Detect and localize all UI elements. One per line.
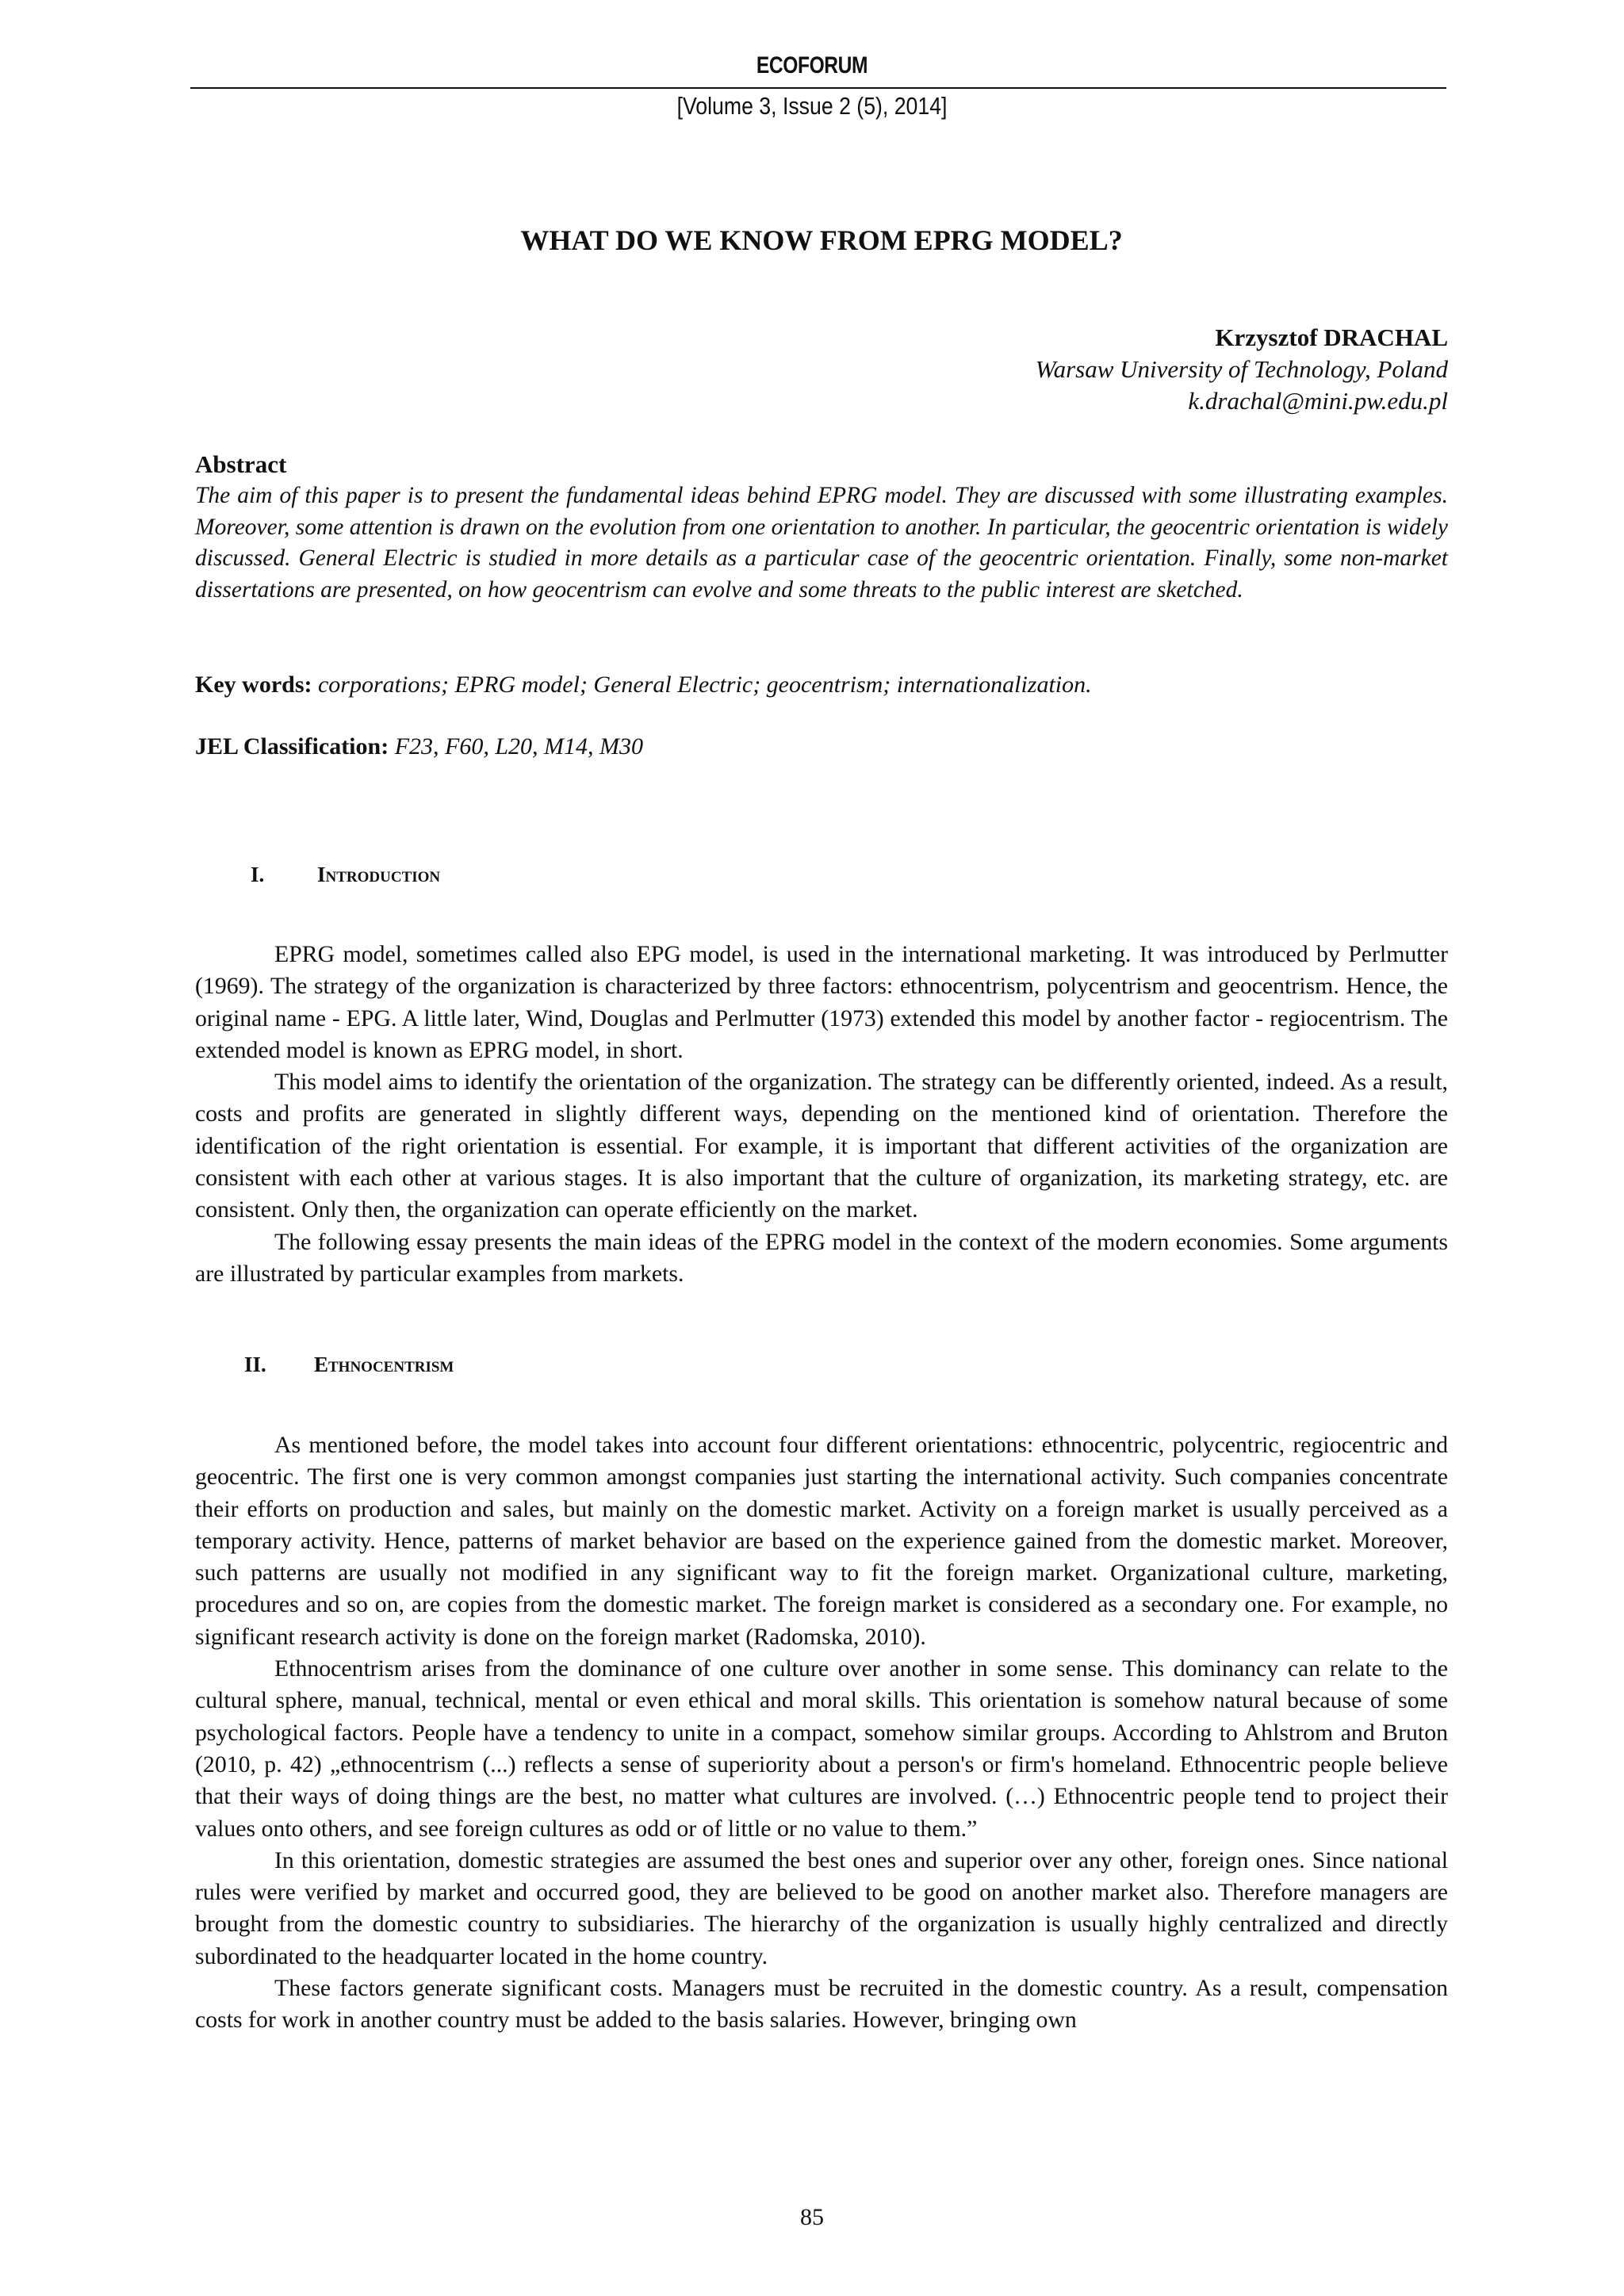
author-block — [1036, 322, 1448, 417]
section-body-ethnocentrism — [195, 1429, 1448, 2037]
page-number: 85 — [800, 2204, 824, 2230]
author-affiliation: Warsaw University of Technology, Poland — [1035, 355, 1448, 383]
abstract — [195, 449, 1448, 606]
paragraph: As mentioned before, the model takes into account four different orientations: ethnocentric, polycentric, regiocentric and geocentric. The first one is very common amongst companies just starting the international activity. Such companies concentrate their efforts on production and sales, but mainly on the domestic market. Activity on a foreign market is usually perceived as a temporary activity. Hence, patterns of market behavior are based on the experience gained from the domestic market. Moreover, such patterns are usually not modified in any significant way to fit the foreign market. Organizational culture, marketing, procedures and so on, are copies from the domestic market. The foreign market is considered as a secondary one. For example, no significant research activity is done on the foreign market (Radomska, 2010). — [195, 1432, 1448, 1650]
paragraph: The following essay presents the main ideas of the EPRG model in the context of the modern economies. Some arguments are illustrated by particular examples from markets. — [195, 1228, 1448, 1287]
section-heading-introduction — [251, 860, 440, 889]
paragraph: Ethnocentrism arises from the dominance of one culture over another in some sense. This dominancy can relate to the cultural sphere, manual, technical, mental or even ethical and moral skills. This orientation is somehow natural because of some psychological factors. People have a tendency to unite in a compact, somehow similar groups. According to Ahlstrom and Bruton (2010, p. 42) „ethnocentrism (...) reflects a sense of superiority about a person's or firm's homeland. Ethnocentric people believe that their ways of doing things are the best, no matter what cultures are involved. (…) Ethnocentric people tend to project their values onto others, and see foreign cultures as odd or of little or no value to them.” — [195, 1655, 1448, 1842]
section-title: Ethnocentrism — [314, 1353, 454, 1376]
paper-title: WHAT DO WE KNOW FROM EPRG MODEL? — [520, 224, 1123, 256]
jel-classification — [195, 731, 1448, 763]
jel-value: F23, F60, L20, M14, M30 — [394, 733, 644, 760]
volume-issue: [Volume 3, Issue 2 (5), 2014] — [676, 92, 948, 120]
section-body-introduction — [195, 939, 1448, 1290]
author-name: Krzysztof DRACHAL — [1215, 323, 1448, 351]
paragraph: In this orientation, domestic strategies are assumed the best ones and superior over any other, foreign ones. Since national rules were verified by market and occurred good, they are believed to be good on another market also. Therefore managers are brought from the domestic country to subsidiaries. The hierarchy of the organization is usually highly centralized and directly subordinated to the headquarter located in the home country. — [195, 1846, 1448, 1969]
keywords-label: Key words: — [195, 672, 312, 698]
section-number: II. — [244, 1353, 266, 1376]
paragraph: EPRG model, sometimes called also EPG model, is used in the international marketing. It was introduced by Perlmutter (1969). The strategy of the organization is characterized by three factors: ethnocentrism, polycentrism and geocentrism. Hence, the original name - EPG. A little later, Wind, Douglas and Perlmutter (1973) extended this model by another factor - regiocentrism. The extended model is known as EPRG model, in short. — [195, 941, 1448, 1063]
journal-name: ECOFORUM — [756, 52, 868, 78]
section-title: Introduction — [317, 863, 441, 886]
abstract-heading: Abstract — [195, 450, 287, 478]
section-heading-ethnocentrism — [244, 1350, 454, 1379]
abstract-text: The aim of this paper is to present the fundamental ideas behind EPRG model. They are discussed with some illustrating examples. Moreover, some attention is drawn on the evolution from one orientation to another. In particular, the geocentric orientation is widely discussed. General Electric is studied in more details as a particular case of the geocentric orientation. Finally, some non-market dissertations are presented, on how geocentrism can evolve and some threats to the public interest are sketched. — [195, 483, 1448, 603]
section-number: I. — [251, 863, 265, 886]
keywords — [195, 669, 1448, 701]
jel-label: JEL Classification: — [195, 733, 389, 760]
keywords-value: corporations; EPRG model; General Electric; geocentrism; internationalization. — [317, 672, 1092, 698]
paragraph: This model aims to identify the orientation of the organization. The strategy can be differently oriented, indeed. As a result, costs and profits are generated in slightly different ways, depending on the mentioned kind of orientation. Therefore the identification of the right orientation is essential. For example, it is important that different activities of the organization are consistent with each other at various stages. It is also important that the culture of organization, its marketing strategy, etc. are consistent. Only then, the organization can operate efficiently on the market. — [195, 1069, 1448, 1223]
header-rule — [190, 87, 1446, 89]
paragraph: These factors generate significant costs. Managers must be recruited in the domestic country. As a result, compensation costs for work in another country must be added to the basis salaries. However, bringing own — [195, 1975, 1448, 2034]
author-email[interactable]: k.drachal@mini.pw.edu.pl — [1188, 387, 1448, 415]
